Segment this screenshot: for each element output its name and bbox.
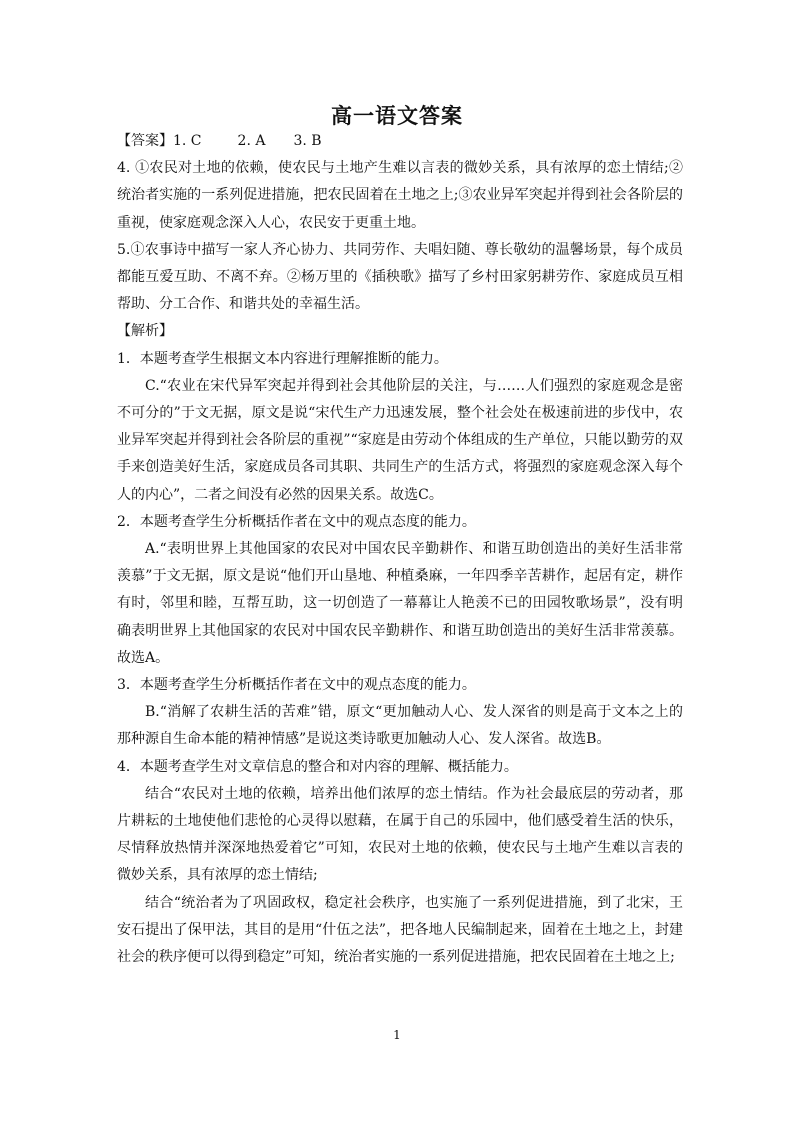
q3-analysis-heading: 3．本题考查学生分析概括作者在文中的观点态度的能力。 (117, 677, 476, 694)
answer-3: 3. B (293, 133, 322, 149)
page-number: 1 (393, 1028, 401, 1042)
answer-2: 2. A (237, 133, 266, 149)
q4-analysis-heading: 4．本题考查学生对文章信息的整合和对内容的理解、概括能力。 (117, 758, 518, 775)
answer-line (117, 128, 683, 155)
q4-analysis-body-2: 结合“统治者为了巩固政权，稳定社会秩序，也实施了一系列促进措施，到了北宋，王安石提出了保甲法，其目的是用“什伍之法”，把各地人民编制起来，固着在土地之上，封建社会的秩序便可以得到稳定”可知，统治者实施的一系列促进措施，把农民固着在土地之上; (117, 894, 683, 966)
document-body (117, 128, 683, 971)
analysis-label: 【解析】 (117, 323, 173, 340)
q4-analysis-body-1: 结合“农民对土地的依赖，培养出他们浓厚的恋土情结。作为社会最底层的劳动者，那片耕耘的土地使他们悲怆的心灵得以慰藉，在属于自己的乐园中，他们感受着生活的快乐，尽情释放热情并深深地热爱着它”可知，农民对土地的依赖，使农民与土地产生难以言表的微妙关系，具有浓厚的恋土情结; (117, 785, 683, 884)
q3-analysis-body: B.“消解了农耕生活的苦难”错，原文“更加触动人心、发人深省的则是高于文本之上的那种源自生命本能的精神情感”是说这类诗歌更加触动人心、发人深省。故选B。 (117, 704, 683, 748)
q1-analysis-body: C.“农业在宋代异军突起并得到社会其他阶层的关注，与……人们强烈的家庭观念是密不可分的”于文无据，原文是说“宋代生产力迅速发展，整个社会处在极速前进的步伐中，农业异军突起并得到社会各阶层的重视”“家庭是由劳动个体组成的生产单位，只能以勤劳的双手来创造美好生活，家庭成员各司其职、共同生产的生活方式，将强烈的家庭观念深入每个人的内心”，二者之间没有必然的因果关系。故选C。 (117, 377, 683, 503)
page-title: 高一语文答案 (331, 103, 463, 128)
q1-analysis-heading: 1．本题考查学生根据文本内容进行理解推断的能力。 (117, 350, 448, 367)
q5-answer: 5.①农事诗中描写一家人齐心协力、共同劳作、夫唱妇随、尊长敬幼的温馨场景，每个成员都能互爱互助、不离不弃。②杨万里的《插秧歌》描写了乡村田家躬耕劳作、家庭成员互相帮助、分工合作、和谐共处的幸福生活。 (117, 241, 683, 313)
answer-label: 【答案】 (117, 133, 173, 149)
answer-1: 1. C (173, 133, 202, 149)
q4-answer: 4. ①农民对土地的依赖，使农民与土地产生难以言表的微妙关系，具有浓厚的恋土情结;②统治者实施的一系列促进措施，把农民固着在土地之上;③农业异军突起并得到社会各阶层的重视，使家庭观念深入人心，农民安于更重土地。 (117, 160, 683, 231)
q2-analysis-body: A.“表明世界上其他国家的农民对中国农民辛勤耕作、和谐互助创造出的美好生活非常羡慕”于文无据，原文是说“他们开山垦地、种植桑麻，一年四季辛苦耕作，起居有定，耕作有时，邻里和睦，互帮互助，这一切创造了一幕幕让人艳羡不已的田园牧歌场景”，没有明确表明世界上其他国家的农民对中国农民辛勤耕作、和谐互助创造出的美好生活非常羡慕。故选A。 (117, 541, 683, 666)
q2-analysis-heading: 2．本题考查学生分析概括作者在文中的观点态度的能力。 (117, 513, 476, 530)
